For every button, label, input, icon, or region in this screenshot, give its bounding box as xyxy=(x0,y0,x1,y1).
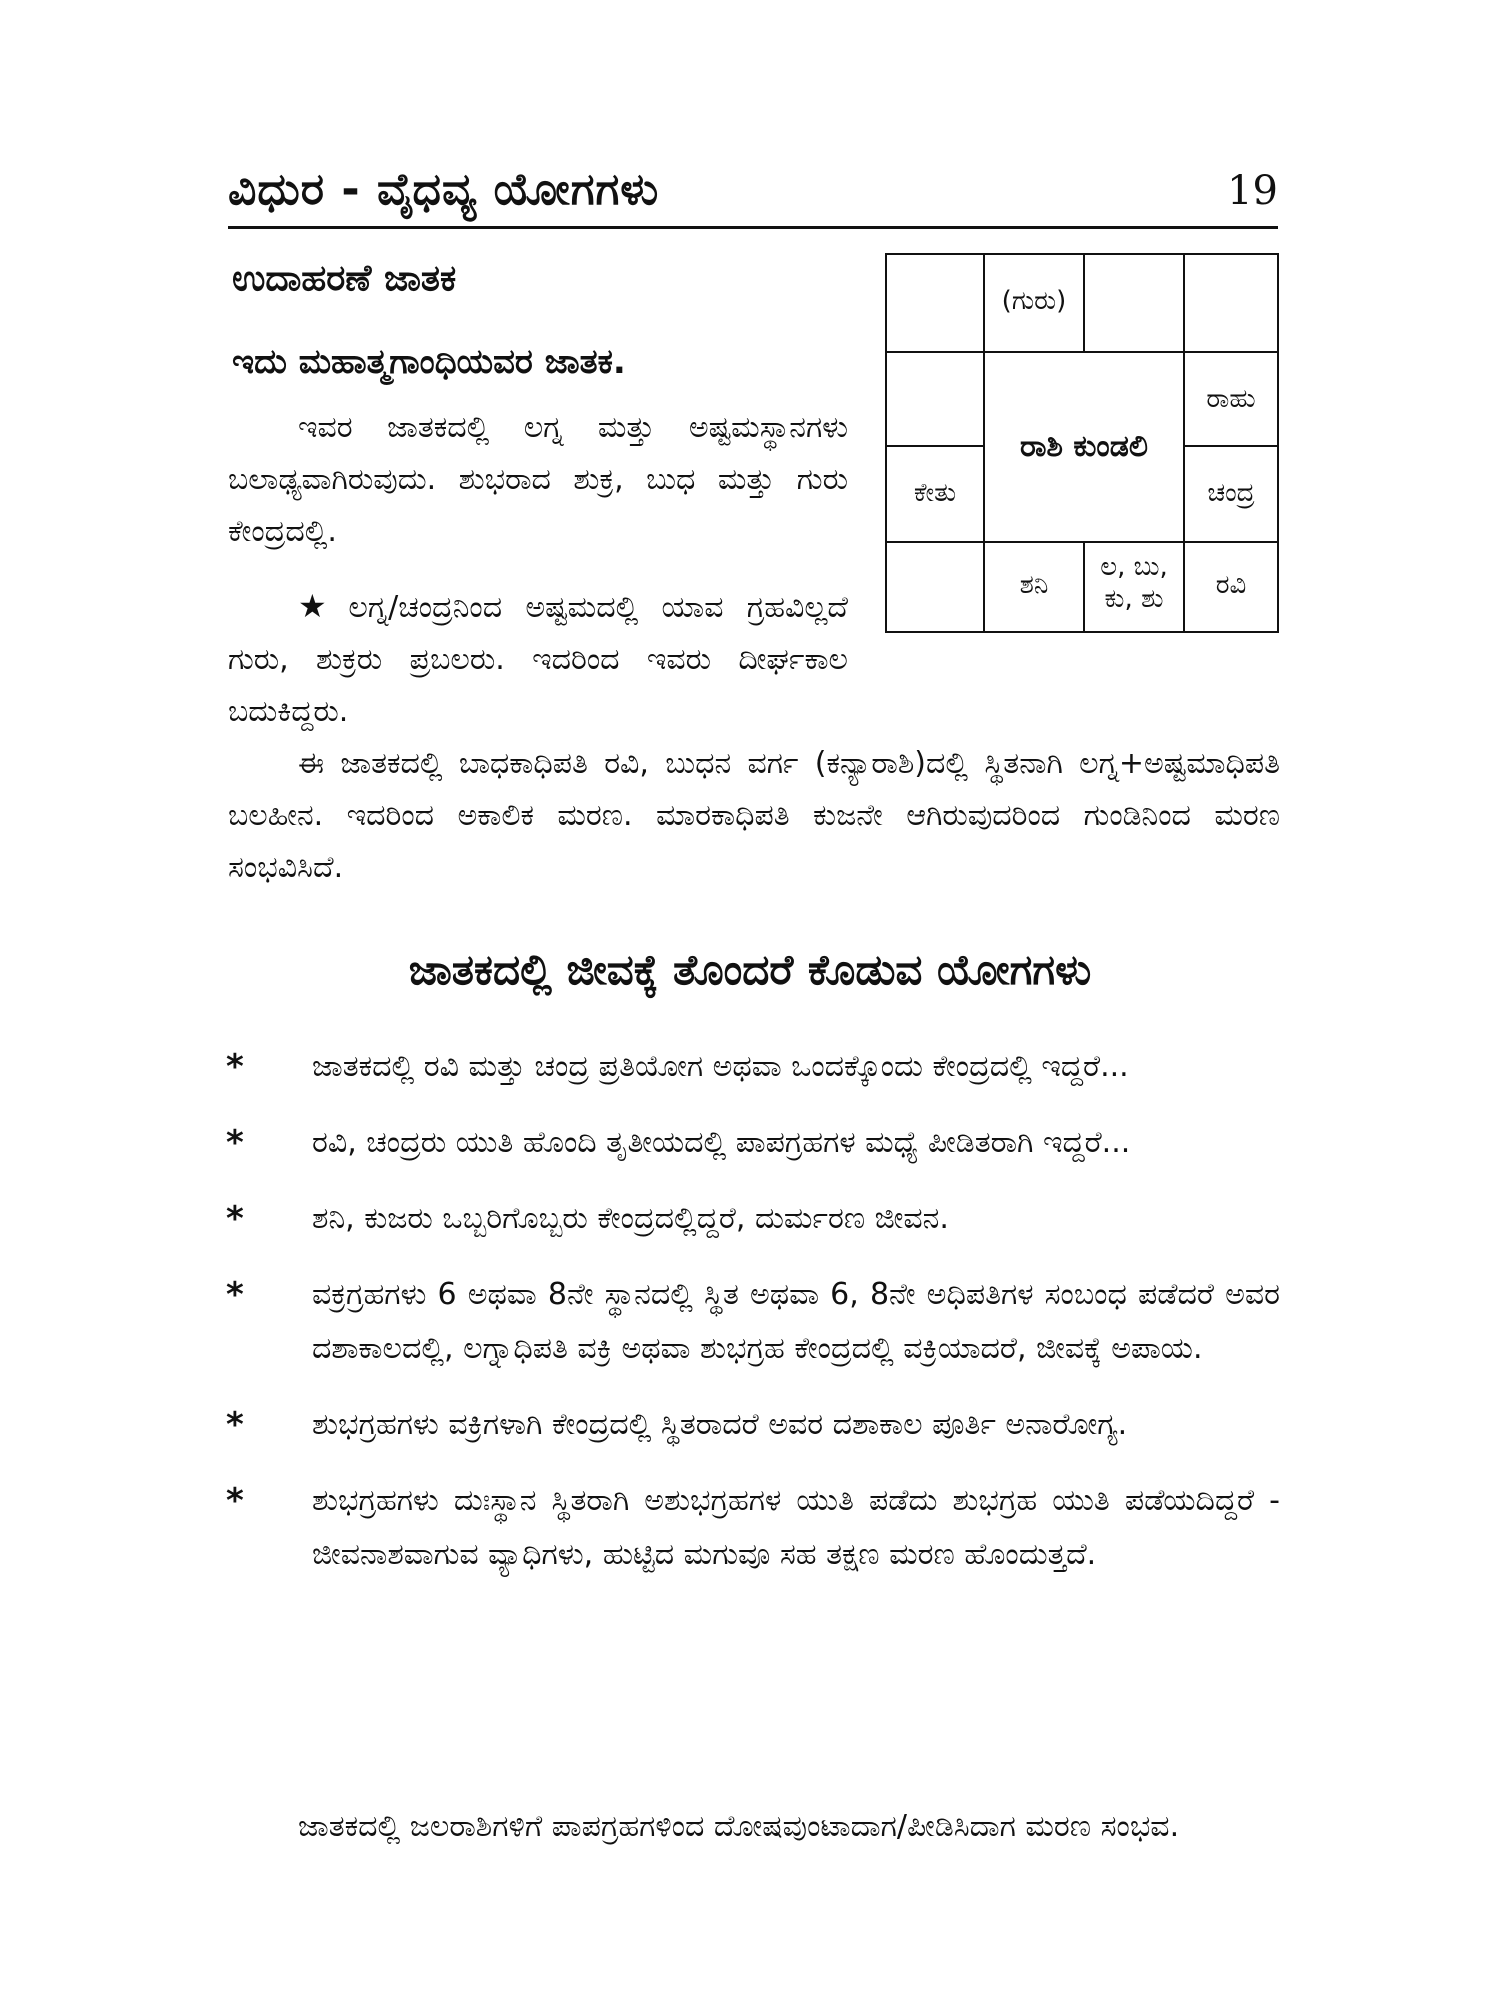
list-item xyxy=(220,1398,1280,1452)
list-item-text: ಶುಭಗ್ರಹಗಳು ದುಃಸ್ಥಾನ ಸ್ಥಿತರಾಗಿ ಅಶುಭಗ್ರಹಗಳ ಯುತಿ ಪಡೆದು ಶುಭಗ್ರಹ ಯುತಿ ಪಡೆಯದಿದ್ದರೆ - ಜೀವನಾಶವಾಗುವ ವ್ಯಾಧಿಗಳು, ಹುಟ್ಟಿದ ಮಗುವೂ ಸಹ ತಕ್ಷಣ ಮರಣ ಹೊಂದುತ್ತದೆ. xyxy=(312,1483,1280,1572)
list-item xyxy=(220,1192,1280,1246)
chart-house-rahu: ರಾಹು xyxy=(1206,384,1256,414)
star-icon: ★ xyxy=(298,587,341,625)
yoga-bullet-list xyxy=(220,1040,1280,1604)
chart-center-label: ರಾಶಿ ಕುಂಡಲಿ xyxy=(1020,428,1148,464)
page-number: 19 xyxy=(1227,168,1278,214)
list-item xyxy=(220,1268,1280,1376)
chart-house-ketu: ಕೇತು xyxy=(913,478,957,508)
section-heading: ಜಾತಕದಲ್ಲಿ ಜೀವಕ್ಕೆ ತೊಂದರೆ ಕೊಡುವ ಯೋಗಗಳು xyxy=(408,945,1092,994)
example-paragraph-2-text: ಲಗ್ನ/ಚಂದ್ರನಿಂದ ಅಷ್ಟಮದಲ್ಲಿ ಯಾವ ಗ್ರಹವಿಲ್ಲದೆ ಗುರು, ಶುಕ್ರರು ಪ್ರಬಲರು. ಇದರಿಂದ ಇವರು ದೀರ್ಘಕಾಲ ಬದುಕಿದ್ದರು. xyxy=(228,590,848,729)
asterisk-icon: * xyxy=(226,1199,244,1239)
chart-house-lagna-line-2: ಕು, ಶು xyxy=(1104,584,1164,614)
chart-house-chandra: ಚಂದ್ರ xyxy=(1207,478,1255,508)
chart-house-lagna-line-1: ಲ, ಬು, xyxy=(1100,552,1168,582)
asterisk-icon: * xyxy=(226,1405,244,1445)
running-header xyxy=(228,158,1278,229)
asterisk-icon: * xyxy=(226,1275,244,1315)
list-item-text: ವಕ್ರಗ್ರಹಗಳು 6 ಅಥವಾ 8ನೇ ಸ್ಥಾನದಲ್ಲಿ ಸ್ಥಿತ ಅಥವಾ 6, 8ನೇ ಅಧಿಪತಿಗಳ ಸಂಬಂಧ ಪಡೆದರೆ ಅವರ ದಶಾಕಾಲದಲ್ಲಿ, ಲಗ್ನಾಧಿಪತಿ ವಕ್ರಿ ಅಥವಾ ಶುಭಗ್ರಹ ಕೇಂದ್ರದಲ್ಲಿ ವಕ್ರಿಯಾದರೆ, ಜೀವಕ್ಕೆ ಅಪಾಯ. xyxy=(312,1277,1280,1366)
asterisk-icon: * xyxy=(226,1481,244,1521)
header-title: ವಿಧುರ - ವೈಧವ್ಯ ಯೋಗಗಳು xyxy=(228,164,660,215)
list-item xyxy=(220,1474,1280,1582)
example-heading: ಉದಾಹರಣೆ ಜಾತಕ xyxy=(232,258,457,299)
example-subheading: ಇದು ಮಹಾತ್ಮಗಾಂಧಿಯವರ ಜಾತಕ. xyxy=(232,342,626,382)
list-item xyxy=(220,1116,1280,1170)
example-paragraph-3: ಈ ಜಾತಕದಲ್ಲಿ ಬಾಧಕಾಧಿಪತಿ ರವಿ, ಬುಧನ ವರ್ಗ (ಕನ್ಯಾರಾಶಿ)ದಲ್ಲಿ ಸ್ಥಿತನಾಗಿ ಲಗ್ನ+ಅಷ್ಟಮಾಧಿಪತಿ ಬಲಹೀನ. ಇದರಿಂದ ಅಕಾಲಿಕ ಮರಣ. ಮಾರಕಾಧಿಪತಿ ಕುಜನೇ ಆಗಿರುವುದರಿಂದ ಗುಂಡಿನಿಂದ ಮರಣ ಸಂಭವಿಸಿದೆ. xyxy=(228,746,1280,885)
example-paragraph-1: ಇವರ ಜಾತಕದಲ್ಲಿ ಲಗ್ನ ಮತ್ತು ಅಷ್ಟಮಸ್ಥಾನಗಳು ಬಲಾಢ್ಯವಾಗಿರುವುದು. ಶುಭರಾದ ಶುಕ್ರ, ಬುಧ ಮತ್ತು ಗುರು ಕೇಂದ್ರದಲ್ಲಿ. xyxy=(228,410,848,549)
example-paragraph-2 xyxy=(228,580,848,738)
chart-house-shani: ಶನಿ xyxy=(1019,570,1049,600)
chart-house-lagna-group xyxy=(1085,551,1183,615)
chart-house-guru: (ಗುರು) xyxy=(1001,286,1067,316)
list-item-text: ಜಾತಕದಲ್ಲಿ ರವಿ ಮತ್ತು ಚಂದ್ರ ಪ್ರತಿಯೋಗ ಅಥವಾ ಒಂದಕ್ಕೊಂದು ಕೇಂದ್ರದಲ್ಲಿ ಇದ್ದರೆ... xyxy=(312,1049,1129,1084)
rashi-chart xyxy=(885,253,1279,633)
list-item-text: ರವಿ, ಚಂದ್ರರು ಯುತಿ ಹೊಂದಿ ತೃತೀಯದಲ್ಲಿ ಪಾಪಗ್ರಹಗಳ ಮಧ್ಯೆ ಪೀಡಿತರಾಗಿ ಇದ್ದರೆ... xyxy=(312,1125,1131,1160)
chart-house-ravi: ರವಿ xyxy=(1215,570,1247,600)
list-item xyxy=(220,1040,1280,1094)
asterisk-icon: * xyxy=(226,1047,244,1087)
list-item-text: ಶನಿ, ಕುಜರು ಒಬ್ಬರಿಗೊಬ್ಬರು ಕೇಂದ್ರದಲ್ಲಿದ್ದರೆ, ದುರ್ಮರಣ ಜೀವನ. xyxy=(312,1201,949,1236)
closing-paragraph: ಜಾತಕದಲ್ಲಿ ಜಲರಾಶಿಗಳಿಗೆ ಪಾಪಗ್ರಹಗಳಿಂದ ದೋಷವುಂಟಾದಾಗ/ಪೀಡಿಸಿದಾಗ ಮರಣ ಸಂಭವ. xyxy=(298,1809,1180,1844)
asterisk-icon: * xyxy=(226,1123,244,1163)
list-item-text: ಶುಭಗ್ರಹಗಳು ವಕ್ರಿಗಳಾಗಿ ಕೇಂದ್ರದಲ್ಲಿ ಸ್ಥಿತರಾದರೆ ಅವರ ದಶಾಕಾಲ ಪೂರ್ತಿ ಅನಾರೋಗ್ಯ. xyxy=(312,1407,1128,1442)
